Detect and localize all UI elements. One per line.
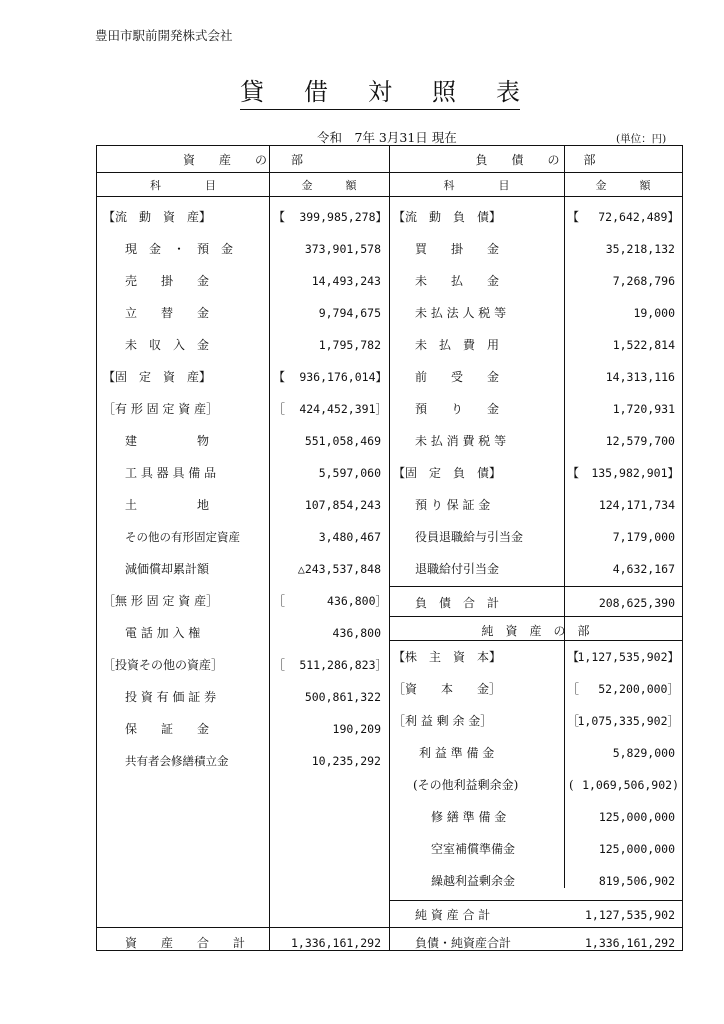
liability-amount: 124,171,734 <box>598 498 675 512</box>
row-divider <box>389 586 682 587</box>
liability-label: 未 払 費 用 <box>415 338 500 352</box>
col-divider <box>269 146 270 950</box>
asset-label: 土 地 <box>125 498 210 512</box>
asset-amount: 373,901,578 <box>304 242 381 256</box>
liability-label: 預 り 金 <box>415 402 500 416</box>
asset-label: 共有者会修繕積立金 <box>125 754 229 768</box>
asset-label: 工 具 器 具 備 品 <box>125 466 217 480</box>
company-name: 豊田市駅前開発株式会社 <box>95 28 233 43</box>
liabilities-section-header: 負 債 の 部 <box>475 153 596 167</box>
title-char: 照 <box>432 78 456 106</box>
net-asset-amount: 125,000,000 <box>598 810 675 824</box>
asset-amount: 436,800］ <box>327 594 387 608</box>
net-assets-section-header: 純 資 産 の 部 <box>481 624 590 638</box>
asset-bracket: ［ <box>273 402 286 416</box>
net-asset-label: (その他利益剰余金) <box>413 778 519 792</box>
net-asset-amount: 125,000,000 <box>598 842 675 856</box>
liability-amount: 7,179,000 <box>612 530 675 544</box>
liability-amount: 14,313,116 <box>605 370 675 384</box>
net-asset-amount: 5,829,000 <box>612 746 675 760</box>
asset-amount: 511,286,823］ <box>299 658 387 672</box>
asset-amount: 399,985,278】 <box>299 210 387 224</box>
title-char: 貸 <box>240 78 264 106</box>
asset-label: 現 金 ・ 預 金 <box>125 242 234 256</box>
liability-label: 未 払 法 人 税 等 <box>415 306 507 320</box>
net-asset-bracket: ( <box>569 778 574 792</box>
asset-bracket: ［ <box>273 658 286 672</box>
liability-label: 役員退職給与引当金 <box>415 530 524 544</box>
asset-amount: 107,854,243 <box>304 498 381 512</box>
liability-bracket: 【 <box>567 210 580 224</box>
assets-total-amount: 1,336,161,292 <box>290 936 381 950</box>
liability-label: 【固 定 負 債】 <box>393 466 502 480</box>
net-asset-label: 【株 主 資 本】 <box>393 650 502 664</box>
asset-label: 未 収 入 金 <box>125 338 210 352</box>
document-title <box>240 72 520 110</box>
net-asset-label: ［資 本 金］ <box>393 682 502 696</box>
asset-bracket: ［ <box>273 594 286 608</box>
row-divider <box>97 927 682 928</box>
asset-amount: 9,794,675 <box>318 306 381 320</box>
asset-amount: △243,537,848 <box>297 562 381 576</box>
net-asset-amount: 1,127,535,902】 <box>577 650 679 664</box>
asset-label: 投 資 有 価 証 券 <box>125 690 217 704</box>
title-char: 借 <box>304 78 328 106</box>
asset-label: 保 証 金 <box>125 722 210 736</box>
asset-label: ［投資その他の資産］ <box>103 658 224 672</box>
amount-column-header: 金 額 <box>301 179 357 192</box>
liab-netassets-total-amount: 1,336,161,292 <box>584 936 675 950</box>
liab-netassets-total-label: 負債・純資産合計 <box>415 936 512 950</box>
liability-label: 退職給付引当金 <box>415 562 500 576</box>
net-asset-label: 空室補償準備金 <box>431 842 516 856</box>
net-asset-bracket: ［ <box>567 682 580 696</box>
asset-amount: 14,493,243 <box>311 274 381 288</box>
asset-label: 減価償却累計額 <box>125 562 210 576</box>
liability-label: 買 掛 金 <box>415 242 500 256</box>
row-divider <box>97 172 682 173</box>
as-of-date: 令和 7年 3月31日 現在 <box>317 130 457 145</box>
asset-amount: 5,597,060 <box>318 466 381 480</box>
liability-label: 未 払 金 <box>415 274 500 288</box>
col-divider <box>389 146 390 950</box>
asset-amount: 936,176,014】 <box>299 370 387 384</box>
amount-column-header: 金 額 <box>595 179 651 192</box>
liability-amount: 72,642,489】 <box>598 210 679 224</box>
row-divider <box>389 640 682 641</box>
account-column-header: 科 目 <box>443 179 510 192</box>
asset-label: 【流 動 資 産】 <box>103 210 212 224</box>
account-column-header: 科 目 <box>150 179 216 192</box>
net-asset-label: 修 繕 準 備 金 <box>431 810 507 824</box>
net-assets-total-amount: 1,127,535,902 <box>584 908 675 922</box>
net-asset-amount: 819,506,902 <box>598 874 675 888</box>
col-divider <box>564 146 565 888</box>
net-asset-label: 利 益 準 備 金 <box>419 746 495 760</box>
asset-bracket: 【 <box>273 210 286 224</box>
net-asset-label: ［利 益 剰 余 金］ <box>393 714 493 728</box>
liability-amount: 1,720,931 <box>612 402 675 416</box>
net-asset-amount: 52,200,000］ <box>598 682 679 696</box>
row-divider <box>389 900 682 901</box>
asset-amount: 3,480,467 <box>318 530 381 544</box>
asset-amount: 424,452,391］ <box>299 402 387 416</box>
liability-amount: 19,000 <box>633 306 675 320</box>
liabilities-total-amount: 208,625,390 <box>598 596 675 610</box>
liability-label: 前 受 金 <box>415 370 500 384</box>
asset-amount: 436,800 <box>332 626 381 640</box>
liability-amount: 35,218,132 <box>605 242 675 256</box>
balance-sheet-table <box>96 145 683 951</box>
liability-label: 未 払 消 費 税 等 <box>415 434 507 448</box>
asset-label: ［無 形 固 定 資 産］ <box>103 594 219 608</box>
liability-amount: 4,632,167 <box>612 562 675 576</box>
liability-label: 【流 動 負 債】 <box>393 210 502 224</box>
asset-label: 電 話 加 入 権 <box>125 626 201 640</box>
net-asset-bracket: 【 <box>567 650 580 664</box>
asset-amount: 10,235,292 <box>311 754 381 768</box>
liability-amount: 12,579,700 <box>605 434 675 448</box>
net-assets-total-label: 純 資 産 合 計 <box>415 908 491 922</box>
asset-label: 【固 定 資 産】 <box>103 370 212 384</box>
title-char: 対 <box>368 78 392 106</box>
net-asset-bracket: ［ <box>567 714 580 728</box>
asset-bracket: 【 <box>273 370 286 384</box>
liability-bracket: 【 <box>567 466 580 480</box>
asset-label: 建 物 <box>125 434 210 448</box>
asset-amount: 500,861,322 <box>304 690 381 704</box>
asset-label: 売 掛 金 <box>125 274 210 288</box>
net-asset-amount: 1,075,335,902］ <box>577 714 679 728</box>
asset-amount: 551,058,469 <box>304 434 381 448</box>
asset-label: ［有 形 固 定 資 産］ <box>103 402 219 416</box>
asset-label: その他の有形固定資産 <box>125 530 240 544</box>
net-asset-label: 繰越利益剰余金 <box>431 874 516 888</box>
liability-amount: 1,522,814 <box>612 338 675 352</box>
net-asset-amount: 1,069,506,902) <box>582 778 679 792</box>
row-divider <box>97 196 682 197</box>
liability-amount: 7,268,796 <box>612 274 675 288</box>
asset-amount: 1,795,782 <box>318 338 381 352</box>
asset-label: 立 替 金 <box>125 306 210 320</box>
liabilities-total-label: 負 債 合 計 <box>415 596 500 610</box>
row-divider <box>389 616 682 617</box>
liability-amount: 135,982,901】 <box>591 466 679 480</box>
title-char: 表 <box>496 78 520 106</box>
asset-amount: 190,209 <box>332 722 381 736</box>
unit-note: (単位：円) <box>616 133 667 145</box>
assets-section-header: 資 産 の 部 <box>182 153 303 167</box>
assets-total-label: 資 産 合 計 <box>125 936 246 950</box>
liability-label: 預 り 保 証 金 <box>415 498 491 512</box>
